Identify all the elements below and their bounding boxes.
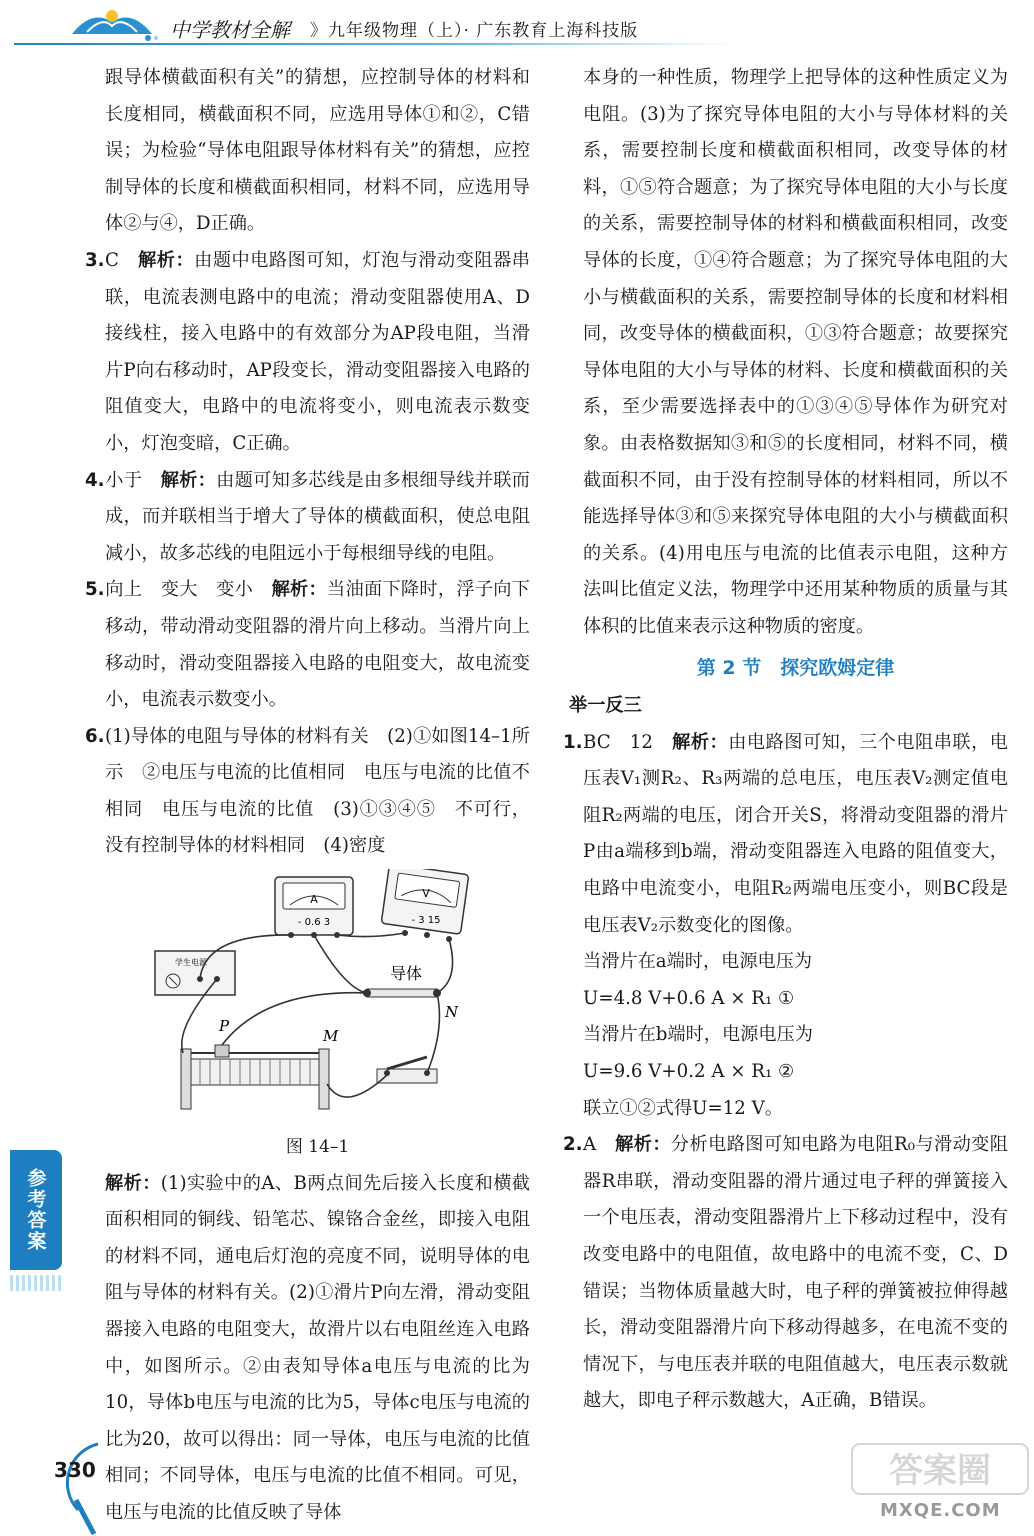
explain-label: 解析： (105, 1172, 161, 1194)
item-number: 3. (85, 249, 105, 271)
conductor-label: 导体 (390, 964, 423, 984)
item-number: 5. (85, 579, 105, 601)
page-number: 330 (54, 1458, 96, 1482)
item-answer: 向上 变大 变小 (105, 579, 254, 601)
voltmeter-scale: - 3 15 (411, 915, 441, 927)
left-column (85, 60, 530, 1532)
point-m: M (323, 1027, 339, 1046)
circuit-figure (105, 869, 530, 1131)
page-number-arc-icon (48, 1440, 108, 1536)
item-number: 4. (85, 469, 105, 491)
text-line-c: 联立①②式得U=12 V。 (583, 1097, 783, 1119)
sub-heading: 举一反三 (569, 695, 642, 717)
watermark-domain: MXQE.COM (880, 1500, 1001, 1521)
book-logo-icon (62, 4, 162, 44)
item-answer: 小于 (105, 469, 143, 491)
right-column (563, 60, 1008, 1420)
item-answer: C (105, 249, 119, 271)
ammeter (275, 877, 353, 938)
section-title: 第 2 节 探究欧姆定律 (696, 656, 895, 679)
watermark-logo (850, 1440, 1030, 1500)
page-header (0, 0, 1034, 50)
item-explanation: 分析电路图可知电路为电阻R₀与滑动变阻器R串联，滑动变阻器的滑片通过电子秤的弹簧接入一个电压表，滑动变阻器滑片上下移动过程中，没有改变电路中的电阻值，故电路中的电流不变，C、D错误；当物体质量越大时，电子秤的弹簧被拉伸得越长，滑动变阻器滑片向下移动得越多，在电流不变的情况下，与电压表并联的电阻值越大，电压表示数就越大，即电子秤示数越大，A正确，B错误。 (583, 1134, 1008, 1412)
figure-caption: 图 14–1 (285, 1137, 350, 1158)
item-number: 1. (563, 731, 583, 753)
ammeter-symbol: A (310, 893, 318, 907)
explain-label: 解析： (271, 579, 328, 601)
circuit-diagram (145, 869, 485, 1131)
explain-label: 解析： (160, 469, 217, 491)
item-answer: (1)导体的电阻与导体的材料有关 (2)①如图14–1所示 ②电压与电流的比值相同 电压与电流的比值不相同 电压与电流的比值 (3)①③④⑤ 不可行，没有控制导体的材料相同 (4)密度 (105, 725, 530, 857)
item-explanation: (1)实验中的A、B两点间先后接入长度和横截面积相同的铜线、铅笔芯、镍铬合金丝，即接入电阻的材料不同，通电后灯泡的亮度不同，说明导体的电阻与导体的材料有关。(2)①滑片P向左滑，滑动变阻器接入电路的电阻变大，故滑片以右电阻丝连入电路中，如图所示。②由表知导体a电压与电流的比为10，导体b电压与电流的比为5，导体c电压与电流的比为20，故可以得出：同一导体，电压与电流的比值相同；不同导体，电压与电流的比值不相同。可见，电压与电流的比值反映了导体 (105, 1172, 530, 1523)
item-explanation: 当油面下降时，浮子向下移动，带动滑动变阻器的滑片向上移动。当滑片向上移动时，滑动变阻器接入电路的电阻变大，故电流变小，电流表示数变小。 (105, 579, 530, 711)
book-title: 中学教材全解 (170, 18, 290, 42)
equation-2: U=9.6 V+0.2 A × R₁ ② (583, 1061, 795, 1083)
answer-item-4 (85, 463, 530, 573)
explain-label: 解析： (138, 249, 195, 271)
voltmeter (381, 869, 469, 942)
item-answer: BC 12 (583, 731, 653, 753)
power-supply-label: 学生电源 (175, 958, 207, 968)
answer-item-2 (563, 1127, 1008, 1420)
explain-label: 解析： (615, 1134, 671, 1156)
answer-item-6 (85, 719, 530, 865)
explain-label: 解析： (672, 731, 729, 753)
header-rule (14, 43, 734, 45)
item-number: 2. (563, 1134, 583, 1156)
side-tab-rule (10, 1275, 62, 1291)
voltmeter-symbol: V (422, 887, 430, 901)
power-supply (155, 951, 235, 995)
text-line-b: 当滑片在b端时，电源电压为 (583, 1024, 813, 1046)
answer-item-3 (85, 243, 530, 463)
point-n: N (445, 1003, 459, 1022)
rheostat (181, 1017, 329, 1109)
watermark-brand: 答案圈 (889, 1451, 991, 1491)
answer-item-5 (85, 572, 530, 718)
equation-1: U=4.8 V+0.6 A × R₁ ① (583, 987, 795, 1009)
book-subtitle: 》九年级物理（上）· 广东教育上海科技版 (310, 21, 639, 41)
item-answer: A (583, 1134, 597, 1156)
answer-6-explanation (105, 1166, 530, 1532)
side-tab-answers: 参考答案 (10, 1150, 62, 1270)
ammeter-scale: - 0.6 3 (297, 917, 331, 929)
text-line-a: 当滑片在a端时，电源电压为 (583, 951, 813, 973)
item-explanation: 由电路图可知，三个电阻串联，电压表V₁测R₂、R₃两端的总电压，电压表V₂测定值电阻R₂两端的电压，闭合开关S，将滑动变阻器的滑片P由a端移到b端，滑动变阻器连入电路的阻值变大，电路中电流变小，电阻R₂两端电压变小，则BC段是电压表V₂示数变化的图像。 (583, 731, 1008, 936)
item-explanation: 由题中电路图可知，灯泡与滑动变阻器串联，电流表测电路中的电流；滑动变阻器使用A、D接线柱，接入电路中的有效部分为AP段电阻，当滑片P向右移动时，AP段变长，滑动变阻器接入电路的阻值变大，电路中的电流将变小，则电流表示数变小，灯泡变暗，C正确。 (105, 249, 530, 454)
item-explanation: 由题可知多芯线是由多根细导线并联而成，而并联相当于增大了导体的横截面积，使总电阻减小，故多芯线的电阻远小于每根细导线的电阻。 (105, 469, 530, 564)
item-number: 6. (85, 725, 105, 747)
paragraph-continued: 跟导体横截面积有关”的猜想，应控制导体的材料和长度相同，横截面积不同，应选用导体①和②，C错误；为检验“导体电阻跟导体材料有关”的猜想，应控制导体的长度和横截面积相同，材料不同，应选用导体②与④，D正确。 (105, 67, 530, 235)
conductor (363, 964, 441, 997)
paragraph-continued: 本身的一种性质，物理学上把导体的这种性质定义为电阻。(3)为了探究导体电阻的大小与导体材料的关系，需要控制长度和横截面积相同，改变导体的材料，①⑤符合题意；为了探究导体电阻的大小与长度的关系，需要控制导体的材料和横截面积相同，改变导体的长度，①④符合题意；为了探究导体电阻的大小与横截面积的关系，需要控制导体的长度和材料相同，改变导体的横截面积，①③符合题意；故要探究导体电阻的大小与导体的材料、长度和横截面积的关系，至少需要选择表中的①③④⑤导体作为研究对象。由表格数据知③和⑤的长度相同，材料不同，横截面积不同，由于没有控制导体的材料相同，所以不能选择导体③和⑤来探究导体电阻的大小与横截面积的关系。(4)用电压与电流的比值表示电阻，这种方法叫比值定义法，物理学中还用某种物质的质量与其体积的比值来表示这种物质的密度。 (583, 67, 1008, 637)
answer-item-1 (563, 725, 1008, 945)
slider-p: P (219, 1017, 230, 1036)
